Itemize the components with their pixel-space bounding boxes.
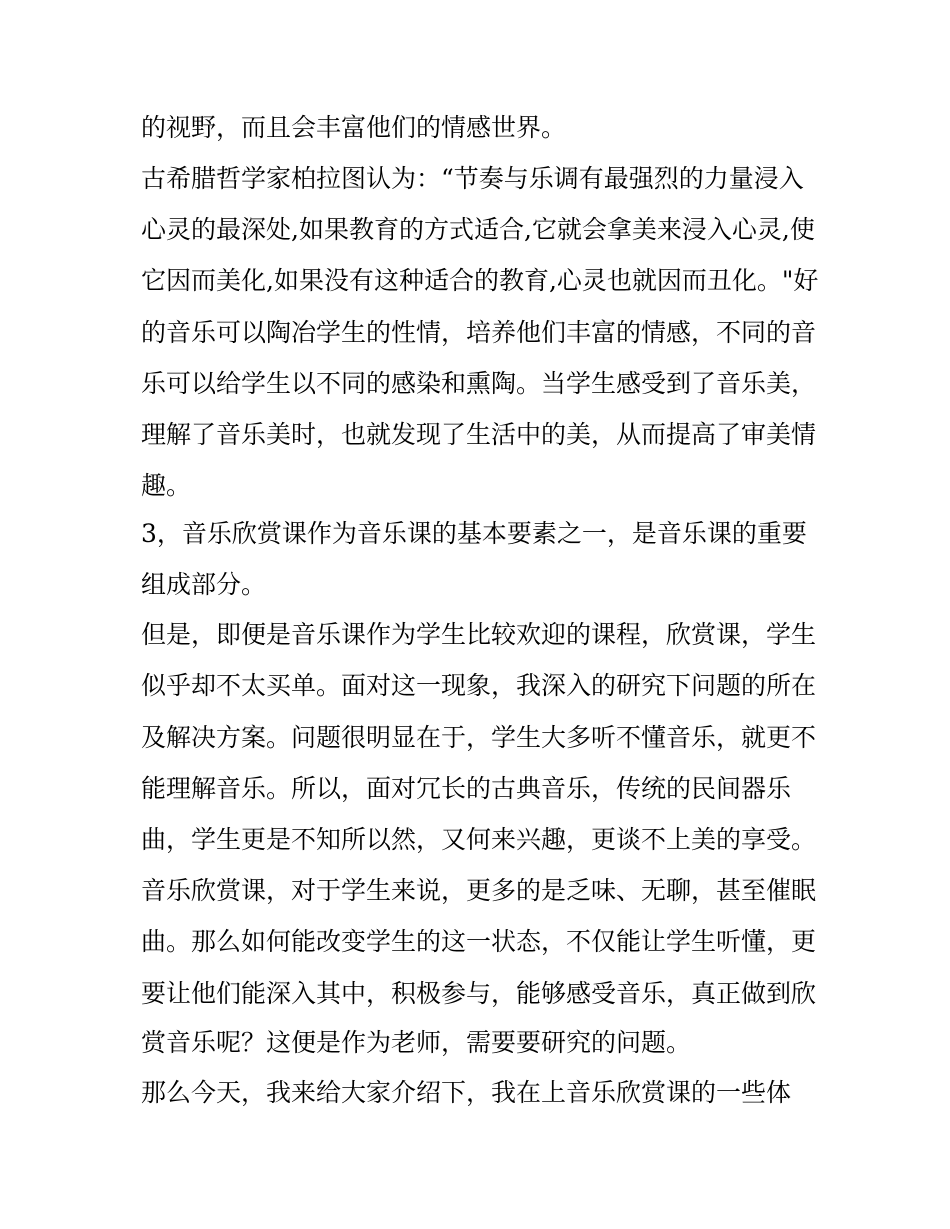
- text-line-11: 但是，即便是音乐课作为学生比较欢迎的课程，欣赏课，学生: [141, 620, 817, 649]
- text-line-9: 3，音乐欣赏课作为音乐课的基本要素之一，是音乐课的重要: [141, 519, 807, 548]
- text-line-12: 似乎却不太买单。面对这一现象，我深入的研究下问题的所在: [141, 671, 817, 700]
- text-line-2: 古希腊哲学家柏拉图认为：“节奏与乐调有最强烈的力量浸入: [141, 164, 804, 193]
- text-line-6: 乐可以给学生以不同的感染和熏陶。当学生感受到了音乐美，: [141, 369, 817, 398]
- text-line-16: 音乐欣赏课，对于学生来说，更多的是乏味、无聊，甚至催眠: [141, 876, 817, 905]
- text-line-5: 的音乐可以陶冶学生的性情，培养他们丰富的情感，不同的音: [141, 318, 817, 347]
- text-line-19: 赏音乐呢？这便是作为老师，需要要研究的问题。: [141, 1028, 692, 1057]
- text-line-4: 它因而美化,如果没有这种适合的教育,心灵也就因而丑化。"好: [141, 266, 819, 295]
- text-line-13: 及解决方案。问题很明显在于，学生大多听不懂音乐，就更不: [141, 723, 817, 752]
- text-line-14: 能理解音乐。所以，面对冗长的古典音乐，传统的民间器乐: [141, 774, 792, 803]
- text-line-8: 趣。: [141, 471, 192, 500]
- text-line-10: 组成部分。: [141, 570, 267, 599]
- text-line-1: 的视野，而且会丰富他们的情感世界。: [141, 113, 567, 142]
- text-line-20: 那么今天，我来给大家介绍下，我在上音乐欣赏课的一些体: [141, 1078, 792, 1107]
- text-line-18: 要让他们能深入其中，积极参与，能够感受音乐，真正做到欣: [141, 979, 817, 1008]
- text-line-7: 理解了音乐美时，也就发现了生活中的美，从而提高了审美情: [141, 420, 817, 449]
- text-line-3: 心灵的最深处,如果教育的方式适合,它就会拿美来浸入心灵,使: [141, 215, 815, 244]
- text-line-17: 曲。那么如何能改变学生的这一状态，不仅能让学生听懂，更: [141, 927, 817, 956]
- text-line-15: 曲，学生更是不知所以然，又何来兴趣，更谈不上美的享受。: [141, 825, 817, 854]
